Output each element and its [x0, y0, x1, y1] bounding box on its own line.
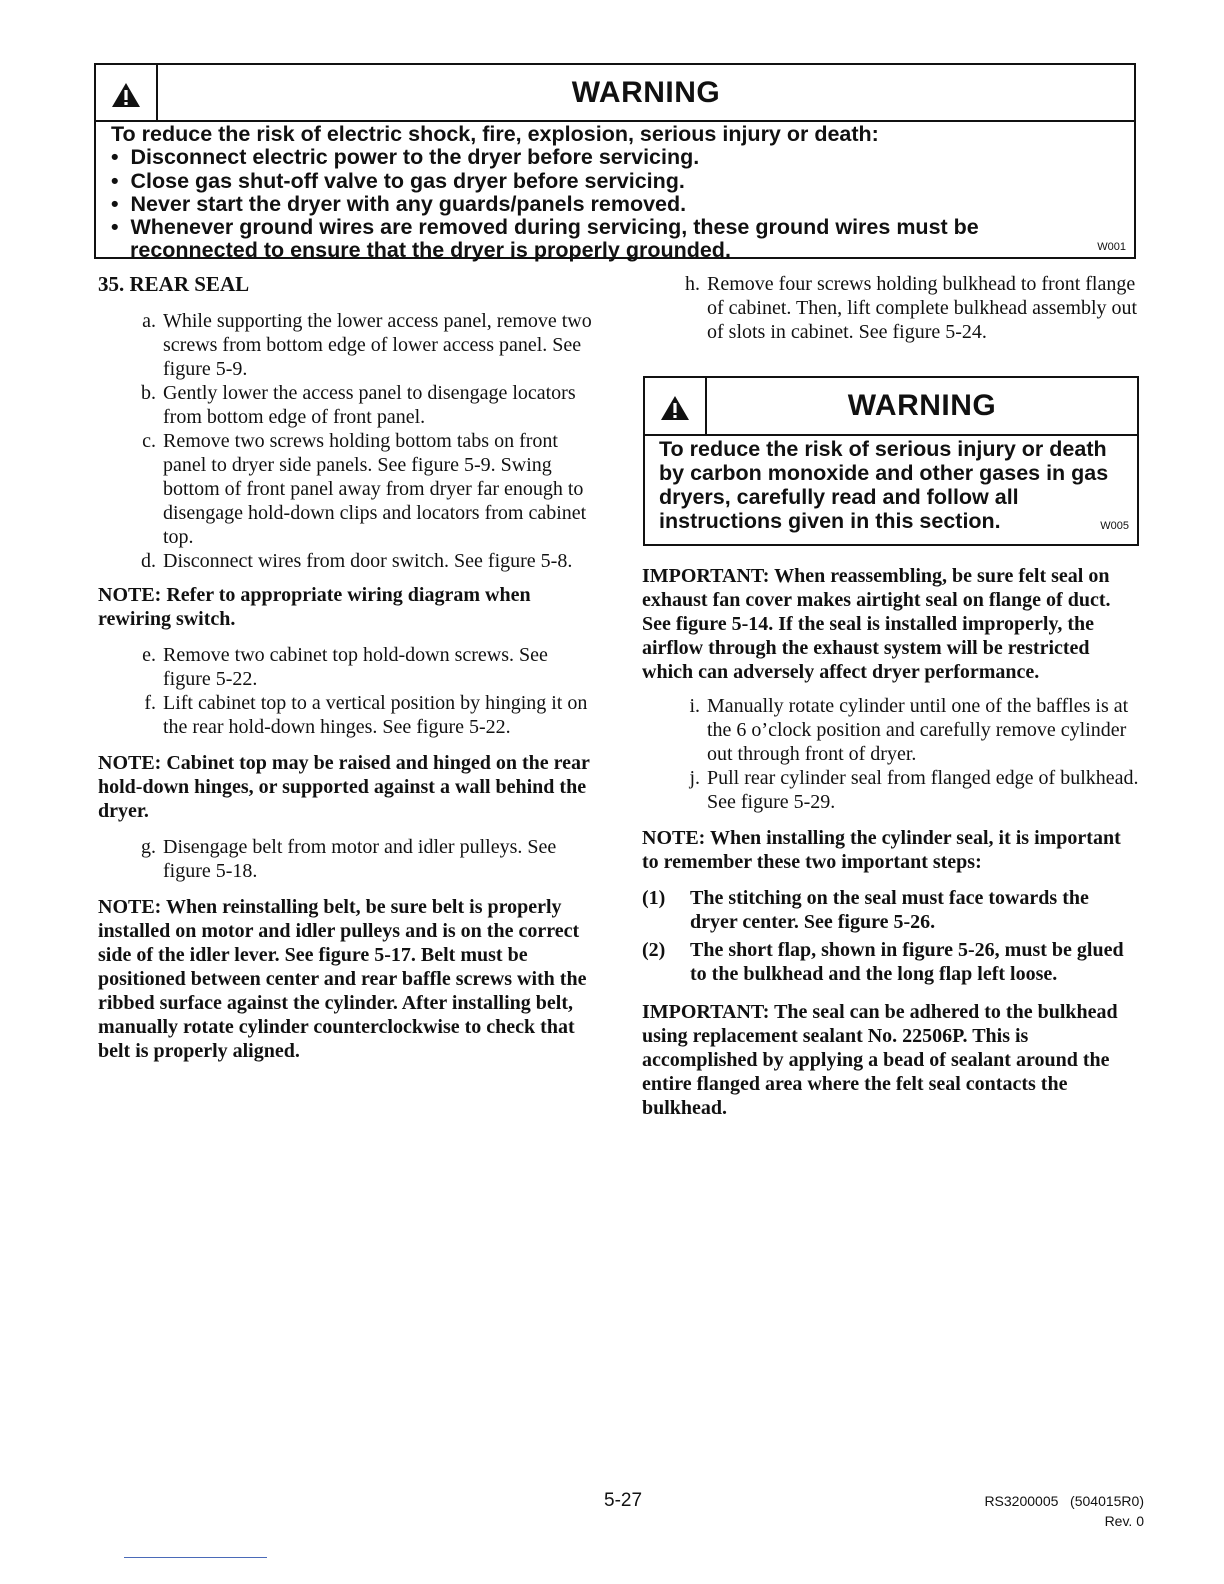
bullet-glyph: • [111, 168, 119, 193]
bullet-glyph: • [111, 215, 119, 240]
footer-rule [124, 1557, 267, 1558]
step-d: d. Disconnect wires from door switch. See figure 5-8. [141, 550, 573, 572]
step-c: c. Remove two screws holding bottom tabs on front panel to dryer side panels. See figure 5-9. Swing bottom of front panel away from dryer far enough to disengage hold-down clips and locators from cabinet top. [142, 430, 587, 548]
warning-triangle-icon [96, 65, 158, 120]
bullet-glyph: • [111, 145, 119, 170]
numbered-step-1: (1) The stitching on the seal must face towards the dryer center. See figure 5-26. [642, 887, 1089, 933]
left-column [98, 272, 598, 1063]
step-g: g. Disengage belt from motor and idler pulleys. See figure 5-18. [141, 836, 557, 882]
note-cabinet-top: NOTE: Cabinet top may be raised and hinged on the rear hold-down hinges, or supported against a wall behind the dryer. [98, 752, 590, 822]
divider [645, 434, 1137, 436]
right-column [642, 272, 1142, 1120]
step-f: f. Lift cabinet top to a vertical position by hinging it on the rear hold-down hinges. See figure 5-22. [144, 692, 588, 738]
step-e: e. Remove two cabinet top hold-down screws. See figure 5-22. [142, 644, 548, 690]
important-sealant: IMPORTANT: The seal can be adhered to the bulkhead using replacement sealant No. 22506P. This is accomplished by applying a bead of sealant around the entire flanged area where the felt seal contacts the bulkhead. [642, 1001, 1118, 1119]
section-heading: 35. REAR SEAL [98, 272, 250, 296]
warning-bullet: • Close gas shut-off valve to gas dryer before servicing. [111, 168, 685, 193]
warning-title: WARNING [847, 389, 997, 422]
warning-bullet: • Whenever ground wires are removed during servicing, these ground wires must be reconnected to ensure that the dryer is properly grounded. [111, 215, 979, 263]
warning-body [111, 123, 1030, 263]
step-j: j. Pull rear cylinder seal from flanged edge of bulkhead. See figure 5-29. [689, 767, 1139, 813]
doc-code-line: RS3200005 (504015R0) [984, 1493, 1144, 1509]
warning-code: W005 [1100, 520, 1129, 532]
revision: Rev. 0 [1104, 1513, 1144, 1529]
gas-warning-box [643, 376, 1139, 546]
warning-bullet: • Never start the dryer with any guards/panels removed. [111, 191, 687, 216]
step-h: h. Remove four screws holding bulkhead to front flange of cabinet. Then, lift complete bulkhead assembly out of slots in cabinet. See figure 5-24. [685, 273, 1138, 343]
warning-bullet: • Disconnect electric power to the dryer before servicing. [111, 145, 700, 170]
document-code [984, 1491, 1144, 1531]
step-i: i. Manually rotate cylinder until one of the baffles is at the 6 o’clock position and carefully remove cylinder out through front of dryer. [689, 695, 1129, 765]
page-number: 5-27 [604, 1490, 643, 1511]
step-a: a. While supporting the lower access panel, remove two screws from bottom edge of lower access panel. See figure 5-9. [142, 310, 592, 380]
important-felt-seal: IMPORTANT: When reassembling, be sure felt seal on exhaust fan cover makes airtight seal on flange of duct. See figure 5-14. If the seal is installed improperly, the airflow through the exhaust system will be restricted which can adversely affect dryer performance. [642, 565, 1111, 683]
note-cylinder-seal: NOTE: When installing the cylinder seal, it is important to remember these two important steps: [642, 827, 1121, 873]
warning-triangle-icon [645, 378, 707, 434]
warning-title: WARNING [571, 75, 721, 109]
top-warning-box [94, 63, 1136, 263]
warning-lead: To reduce the risk of electric shock, fire, explosion, serious injury or death: [111, 122, 879, 146]
warning-code: W001 [1097, 241, 1126, 253]
bullet-glyph: • [111, 191, 119, 216]
note-belt: NOTE: When reinstalling belt, be sure belt is properly installed on motor and idler pulleys and is on the correct side of the idler lever. See figure 5-17. Belt must be positioned between center and rear baffle screws with the ribbed surface against the cylinder. After installing belt, manually rotate cylinder counterclockwise to check that belt is properly aligned. [98, 896, 587, 1062]
warning-text: To reduce the risk of serious injury or death by carbon monoxide and other gases in gas dryers, carefully read and follow all instructions given in this section. [659, 437, 1109, 533]
step-b: b. Gently lower the access panel to disengage locators from bottom edge of front panel. [141, 382, 576, 428]
numbered-step-2: (2) The short flap, shown in figure 5-26, must be glued to the bulkhead and the long flap left loose. [642, 939, 1124, 985]
note-wiring: NOTE: Refer to appropriate wiring diagram when rewiring switch. [98, 584, 531, 630]
